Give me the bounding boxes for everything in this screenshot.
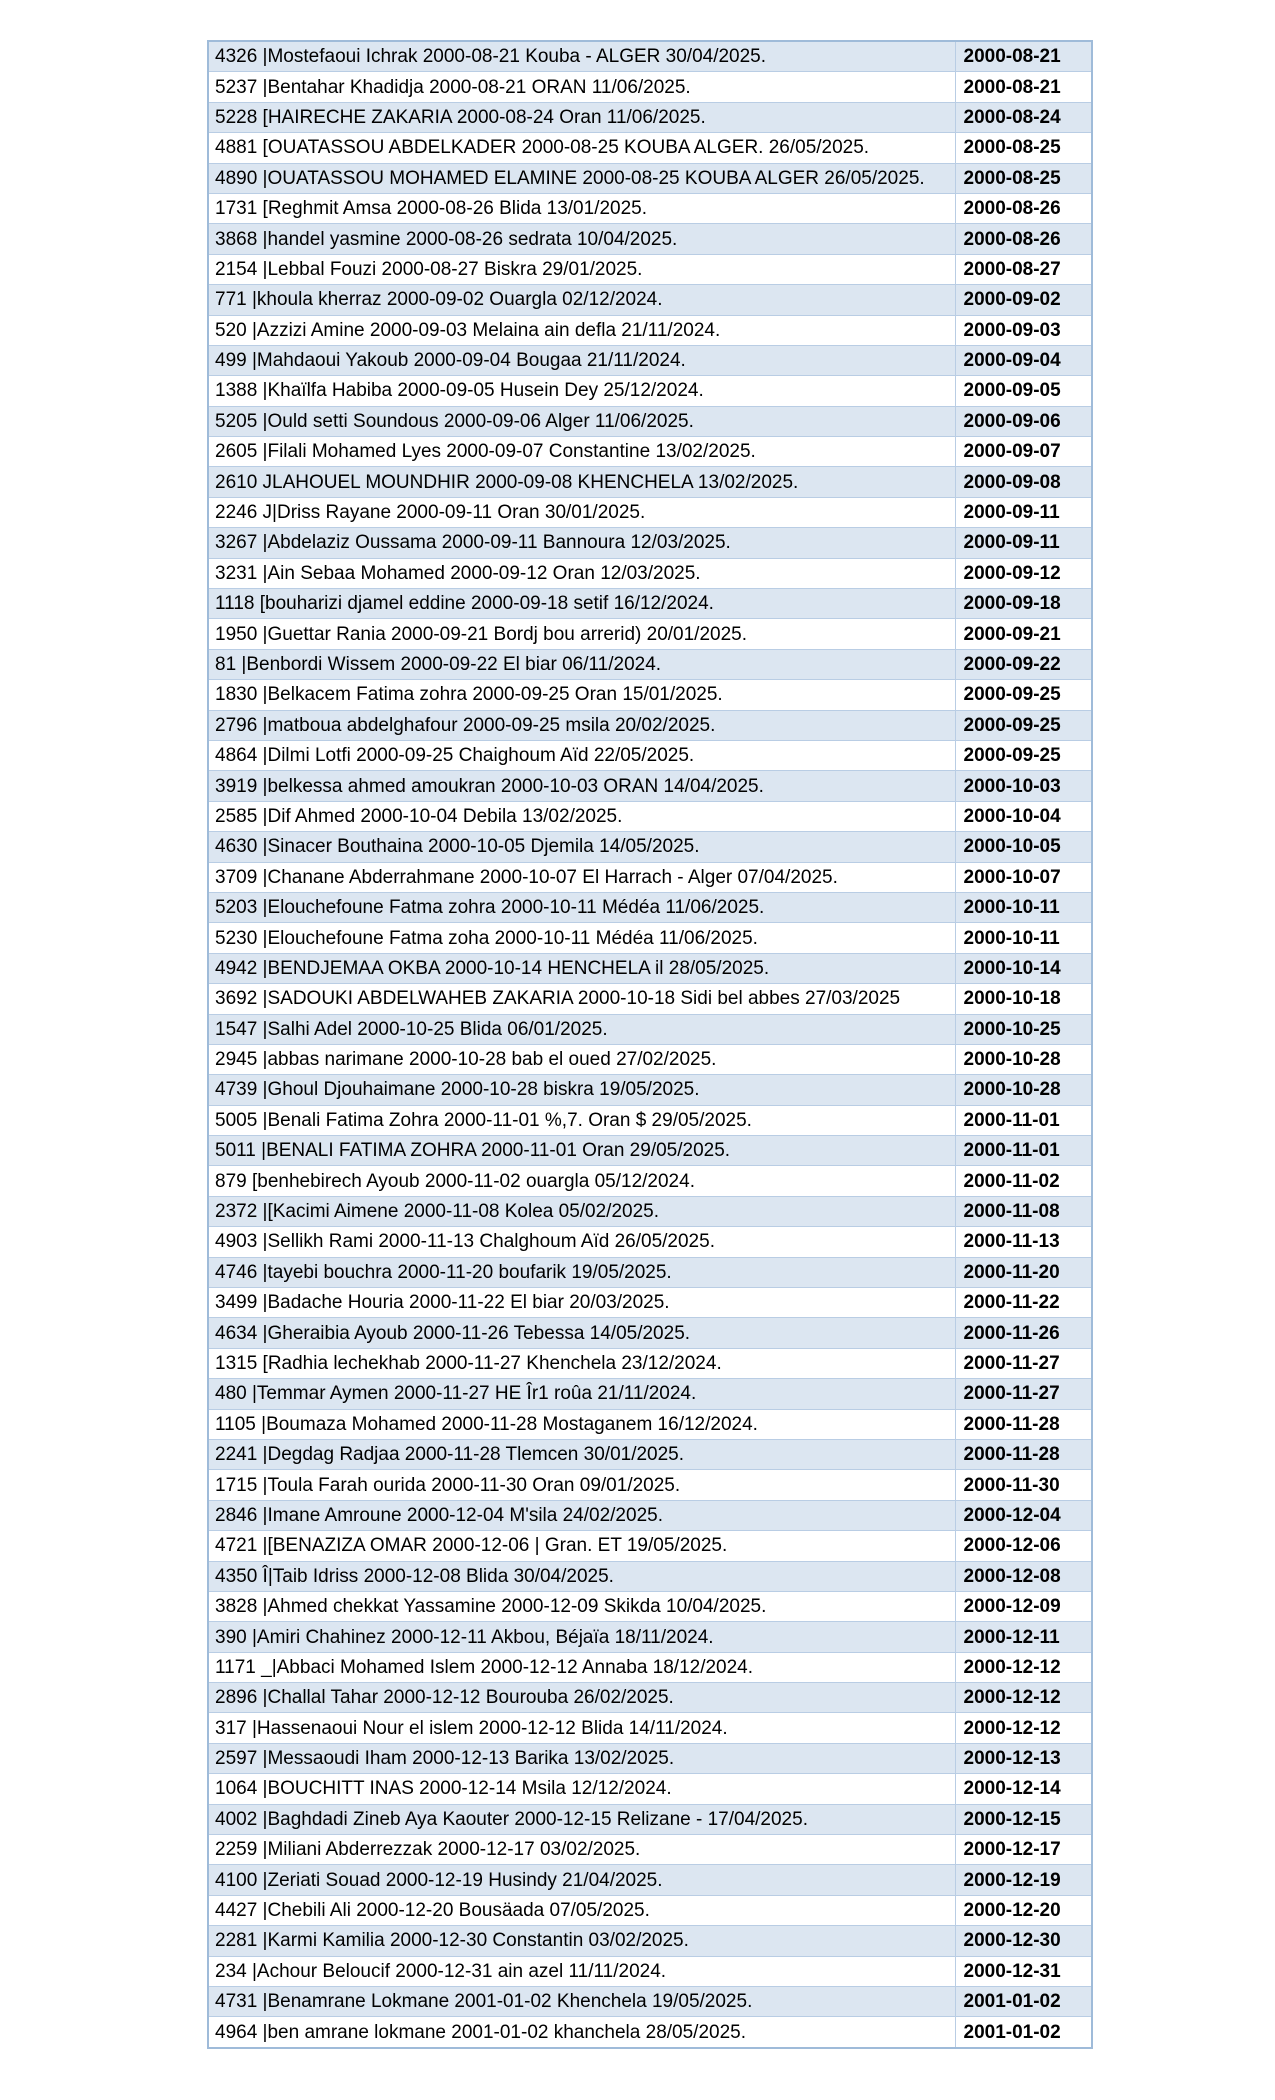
- record-date-cell: 2000-09-11: [955, 497, 1092, 527]
- table-row: [208, 1044, 1092, 1074]
- table-row: [208, 1956, 1092, 1986]
- table-row: [208, 2017, 1092, 2048]
- record-text-cell: 2246 J|Driss Rayane 2000-09-11 Oran 30/01/2025.: [208, 497, 955, 527]
- table-row: [208, 1561, 1092, 1591]
- table-row: [208, 1166, 1092, 1196]
- table-row: [208, 406, 1092, 436]
- table-row: [208, 1136, 1092, 1166]
- table-row: [208, 1622, 1092, 1652]
- record-date-cell: 2000-08-26: [955, 224, 1092, 254]
- table-row: [208, 1895, 1092, 1925]
- record-text-cell: 3267 |Abdelaziz Oussama 2000-09-11 Bannoura 12/03/2025.: [208, 528, 955, 558]
- table-row: [208, 254, 1092, 284]
- record-date-cell: 2000-11-28: [955, 1439, 1092, 1469]
- record-text-cell: 234 |Achour Beloucif 2000-12-31 ain azel 11/11/2024.: [208, 1956, 955, 1986]
- table-row: [208, 1105, 1092, 1135]
- table-row: [208, 1075, 1092, 1105]
- record-date-cell: 2000-10-28: [955, 1044, 1092, 1074]
- record-text-cell: 2846 |Imane Amroune 2000-12-04 M'sila 24/02/2025.: [208, 1500, 955, 1530]
- table-row: [208, 953, 1092, 983]
- table-row: [208, 1014, 1092, 1044]
- record-text-cell: 4721 |[BENAZIZA OMAR 2000-12-06 | Gran. ET 19/05/2025.: [208, 1531, 955, 1561]
- record-date-cell: 2000-12-17: [955, 1835, 1092, 1865]
- table-row: [208, 649, 1092, 679]
- record-date-cell: 2000-11-22: [955, 1288, 1092, 1318]
- record-date-cell: 2000-12-06: [955, 1531, 1092, 1561]
- table-row: [208, 832, 1092, 862]
- table-row: [208, 1470, 1092, 1500]
- record-text-cell: 5228 [HAIRECHE ZAKARIA 2000-08-24 Oran 11/06/2025.: [208, 102, 955, 132]
- record-text-cell: 3692 |SADOUKI ABDELWAHEB ZAKARIA 2000-10-18 Sidi bel abbes 27/03/2025: [208, 984, 955, 1014]
- table-row: [208, 102, 1092, 132]
- record-date-cell: 2000-12-11: [955, 1622, 1092, 1652]
- table-row: [208, 1318, 1092, 1348]
- record-text-cell: 317 |Hassenaoui Nour el islem 2000-12-12 Blida 14/11/2024.: [208, 1713, 955, 1743]
- record-text-cell: 3828 |Ahmed chekkat Yassamine 2000-12-09 Skikda 10/04/2025.: [208, 1591, 955, 1621]
- record-date-cell: 2000-09-06: [955, 406, 1092, 436]
- table-row: [208, 1683, 1092, 1713]
- record-text-cell: 4739 |Ghoul Djouhaimane 2000-10-28 biskra 19/05/2025.: [208, 1075, 955, 1105]
- record-text-cell: 4002 |Baghdadi Zineb Aya Kaouter 2000-12-15 Relizane - 17/04/2025.: [208, 1804, 955, 1834]
- record-text-cell: 4746 |tayebi bouchra 2000-11-20 boufarik 19/05/2025.: [208, 1257, 955, 1287]
- record-date-cell: 2000-09-05: [955, 376, 1092, 406]
- record-text-cell: 1715 |Toula Farah ourida 2000-11-30 Oran 09/01/2025.: [208, 1470, 955, 1500]
- record-text-cell: 480 |Temmar Aymen 2000-11-27 HE Îr1 roûa 21/11/2024.: [208, 1379, 955, 1409]
- record-text-cell: 2585 |Dif Ahmed 2000-10-04 Debila 13/02/2025.: [208, 801, 955, 831]
- record-date-cell: 2000-09-25: [955, 740, 1092, 770]
- record-date-cell: 2000-10-18: [955, 984, 1092, 1014]
- record-date-cell: 2000-12-15: [955, 1804, 1092, 1834]
- record-text-cell: 3868 |handel yasmine 2000-08-26 sedrata 10/04/2025.: [208, 224, 955, 254]
- record-date-cell: 2000-10-11: [955, 923, 1092, 953]
- table-row: [208, 376, 1092, 406]
- record-date-cell: 2000-12-12: [955, 1652, 1092, 1682]
- table-row: [208, 285, 1092, 315]
- record-date-cell: 2000-09-25: [955, 710, 1092, 740]
- record-text-cell: 3709 |Chanane Abderrahmane 2000-10-07 El Harrach - Alger 07/04/2025.: [208, 862, 955, 892]
- record-date-cell: 2000-12-31: [955, 1956, 1092, 1986]
- table-row: [208, 1288, 1092, 1318]
- table-row: [208, 892, 1092, 922]
- table-row: [208, 558, 1092, 588]
- table-row: [208, 680, 1092, 710]
- table-row: [208, 801, 1092, 831]
- table-row: [208, 1227, 1092, 1257]
- table-row: [208, 1591, 1092, 1621]
- table-row: [208, 467, 1092, 497]
- table-row: [208, 437, 1092, 467]
- record-date-cell: 2000-10-25: [955, 1014, 1092, 1044]
- record-date-cell: 2000-09-11: [955, 528, 1092, 558]
- table-row: [208, 862, 1092, 892]
- table-row: [208, 589, 1092, 619]
- table-row: [208, 1652, 1092, 1682]
- record-text-cell: 4864 |Dilmi Lotfi 2000-09-25 Chaighoum Aïd 22/05/2025.: [208, 740, 955, 770]
- record-date-cell: 2000-10-05: [955, 832, 1092, 862]
- table-row: [208, 771, 1092, 801]
- record-text-cell: 1118 [bouharizi djamel eddine 2000-09-18 setif 16/12/2024.: [208, 589, 955, 619]
- record-date-cell: 2000-11-01: [955, 1105, 1092, 1135]
- table-row: [208, 1743, 1092, 1773]
- record-date-cell: 2001-01-02: [955, 1987, 1092, 2017]
- table-row: [208, 1409, 1092, 1439]
- record-text-cell: 5005 |Benali Fatima Zohra 2000-11-01 %,7. Oran $ 29/05/2025.: [208, 1105, 955, 1135]
- record-date-cell: 2000-09-21: [955, 619, 1092, 649]
- records-table-body: [208, 41, 1092, 2048]
- table-row: [208, 619, 1092, 649]
- record-text-cell: 4350 Î|Taib Idriss 2000-12-08 Blida 30/04/2025.: [208, 1561, 955, 1591]
- record-date-cell: 2000-09-02: [955, 285, 1092, 315]
- record-text-cell: 5203 |Elouchefoune Fatma zohra 2000-10-11 Médéa 11/06/2025.: [208, 892, 955, 922]
- record-date-cell: 2000-11-20: [955, 1257, 1092, 1287]
- record-date-cell: 2000-09-07: [955, 437, 1092, 467]
- record-date-cell: 2000-12-09: [955, 1591, 1092, 1621]
- record-text-cell: 2241 |Degdag Radjaa 2000-11-28 Tlemcen 30/01/2025.: [208, 1439, 955, 1469]
- record-date-cell: 2000-12-04: [955, 1500, 1092, 1530]
- record-text-cell: 879 [benhebirech Ayoub 2000-11-02 ouargla 05/12/2024.: [208, 1166, 955, 1196]
- table-row: [208, 1348, 1092, 1378]
- record-date-cell: 2000-11-13: [955, 1227, 1092, 1257]
- record-text-cell: 520 |Azzizi Amine 2000-09-03 Melaina ain defla 21/11/2024.: [208, 315, 955, 345]
- table-row: [208, 1835, 1092, 1865]
- table-row: [208, 1926, 1092, 1956]
- table-row: [208, 193, 1092, 223]
- record-text-cell: 4964 |ben amrane lokmane 2001-01-02 khanchela 28/05/2025.: [208, 2017, 955, 2048]
- record-text-cell: 1950 |Guettar Rania 2000-09-21 Bordj bou arrerid) 20/01/2025.: [208, 619, 955, 649]
- record-date-cell: 2000-09-22: [955, 649, 1092, 679]
- record-date-cell: 2000-11-27: [955, 1348, 1092, 1378]
- record-date-cell: 2000-08-24: [955, 102, 1092, 132]
- record-text-cell: 4942 |BENDJEMAA OKBA 2000-10-14 HENCHELA il 28/05/2025.: [208, 953, 955, 983]
- record-date-cell: 2000-12-20: [955, 1895, 1092, 1925]
- record-text-cell: 81 |Benbordi Wissem 2000-09-22 El biar 06/11/2024.: [208, 649, 955, 679]
- table-row: [208, 1531, 1092, 1561]
- table-row: [208, 923, 1092, 953]
- record-text-cell: 1105 |Boumaza Mohamed 2000-11-28 Mostaganem 16/12/2024.: [208, 1409, 955, 1439]
- record-text-cell: 1547 |Salhi Adel 2000-10-25 Blida 06/01/2025.: [208, 1014, 955, 1044]
- record-text-cell: 2610 JLAHOUEL MOUNDHIR 2000-09-08 KHENCHELA 13/02/2025.: [208, 467, 955, 497]
- record-text-cell: 2281 |Karmi Kamilia 2000-12-30 Constantin 03/02/2025.: [208, 1926, 955, 1956]
- record-date-cell: 2000-12-13: [955, 1743, 1092, 1773]
- record-text-cell: 4881 [OUATASSOU ABDELKADER 2000-08-25 KOUBA ALGER. 26/05/2025.: [208, 133, 955, 163]
- record-date-cell: 2000-12-12: [955, 1683, 1092, 1713]
- record-date-cell: 2000-11-28: [955, 1409, 1092, 1439]
- records-table: [207, 40, 1093, 2049]
- record-text-cell: 3919 |belkessa ahmed amoukran 2000-10-03 ORAN 14/04/2025.: [208, 771, 955, 801]
- record-date-cell: 2000-09-12: [955, 558, 1092, 588]
- table-row: [208, 1257, 1092, 1287]
- record-text-cell: 5230 |Elouchefoune Fatma zoha 2000-10-11 Médéa 11/06/2025.: [208, 923, 955, 953]
- record-date-cell: 2001-01-02: [955, 2017, 1092, 2048]
- record-text-cell: 5205 |Ould setti Soundous 2000-09-06 Alger 11/06/2025.: [208, 406, 955, 436]
- record-text-cell: 4100 |Zeriati Souad 2000-12-19 Husindy 21/04/2025.: [208, 1865, 955, 1895]
- record-date-cell: 2000-11-08: [955, 1196, 1092, 1226]
- record-text-cell: 4630 |Sinacer Bouthaina 2000-10-05 Djemila 14/05/2025.: [208, 832, 955, 862]
- table-row: [208, 41, 1092, 72]
- record-date-cell: 2000-08-26: [955, 193, 1092, 223]
- record-text-cell: 2597 |Messaoudi Iham 2000-12-13 Barika 13/02/2025.: [208, 1743, 955, 1773]
- record-date-cell: 2000-10-28: [955, 1075, 1092, 1105]
- record-date-cell: 2000-09-03: [955, 315, 1092, 345]
- table-row: [208, 497, 1092, 527]
- record-date-cell: 2000-09-08: [955, 467, 1092, 497]
- record-date-cell: 2000-12-08: [955, 1561, 1092, 1591]
- record-date-cell: 2000-09-25: [955, 680, 1092, 710]
- record-text-cell: 3499 |Badache Houria 2000-11-22 El biar 20/03/2025.: [208, 1288, 955, 1318]
- table-row: [208, 315, 1092, 345]
- record-date-cell: 2000-10-07: [955, 862, 1092, 892]
- table-row: [208, 1500, 1092, 1530]
- table-row: [208, 72, 1092, 102]
- table-row: [208, 1774, 1092, 1804]
- record-text-cell: 4634 |Gheraibia Ayoub 2000-11-26 Tebessa 14/05/2025.: [208, 1318, 955, 1348]
- record-date-cell: 2000-10-14: [955, 953, 1092, 983]
- record-text-cell: 4326 |Mostefaoui Ichrak 2000-08-21 Kouba - ALGER 30/04/2025.: [208, 41, 955, 72]
- record-text-cell: 2154 |Lebbal Fouzi 2000-08-27 Biskra 29/01/2025.: [208, 254, 955, 284]
- record-date-cell: 2000-08-21: [955, 72, 1092, 102]
- record-text-cell: 390 |Amiri Chahinez 2000-12-11 Akbou, Béjaïa 18/11/2024.: [208, 1622, 955, 1652]
- record-text-cell: 2945 |abbas narimane 2000-10-28 bab el oued 27/02/2025.: [208, 1044, 955, 1074]
- record-date-cell: 2000-08-21: [955, 41, 1092, 72]
- record-text-cell: 1315 [Radhia lechekhab 2000-11-27 Khenchela 23/12/2024.: [208, 1348, 955, 1378]
- record-text-cell: 4890 |OUATASSOU MOHAMED ELAMINE 2000-08-25 KOUBA ALGER 26/05/2025.: [208, 163, 955, 193]
- table-row: [208, 1439, 1092, 1469]
- record-date-cell: 2000-08-25: [955, 133, 1092, 163]
- record-text-cell: 5237 |Bentahar Khadidja 2000-08-21 ORAN 11/06/2025.: [208, 72, 955, 102]
- record-text-cell: 2796 |matboua abdelghafour 2000-09-25 msila 20/02/2025.: [208, 710, 955, 740]
- record-text-cell: 1171 _|Abbaci Mohamed Islem 2000-12-12 Annaba 18/12/2024.: [208, 1652, 955, 1682]
- record-date-cell: 2000-12-30: [955, 1926, 1092, 1956]
- table-row: [208, 133, 1092, 163]
- table-row: [208, 163, 1092, 193]
- record-date-cell: 2000-11-02: [955, 1166, 1092, 1196]
- record-date-cell: 2000-11-26: [955, 1318, 1092, 1348]
- record-text-cell: 4903 |Sellikh Rami 2000-11-13 Chalghoum Aïd 26/05/2025.: [208, 1227, 955, 1257]
- record-text-cell: 1731 [Reghmit Amsa 2000-08-26 Blida 13/01/2025.: [208, 193, 955, 223]
- record-date-cell: 2000-08-25: [955, 163, 1092, 193]
- record-date-cell: 2000-12-14: [955, 1774, 1092, 1804]
- record-text-cell: 3231 |Ain Sebaa Mohamed 2000-09-12 Oran 12/03/2025.: [208, 558, 955, 588]
- table-row: [208, 1196, 1092, 1226]
- record-text-cell: 4731 |Benamrane Lokmane 2001-01-02 Khenchela 19/05/2025.: [208, 1987, 955, 2017]
- record-text-cell: 4427 |Chebili Ali 2000-12-20 Bousäada 07/05/2025.: [208, 1895, 955, 1925]
- record-text-cell: 2372 |[Kacimi Aimene 2000-11-08 Kolea 05/02/2025.: [208, 1196, 955, 1226]
- record-text-cell: 5011 |BENALI FATIMA ZOHRA 2000-11-01 Oran 29/05/2025.: [208, 1136, 955, 1166]
- record-date-cell: 2000-08-27: [955, 254, 1092, 284]
- record-text-cell: 1388 |Khaïlfa Habiba 2000-09-05 Husein Dey 25/12/2024.: [208, 376, 955, 406]
- table-row: [208, 345, 1092, 375]
- record-date-cell: 2000-10-03: [955, 771, 1092, 801]
- record-text-cell: 1064 |BOUCHITT INAS 2000-12-14 Msila 12/12/2024.: [208, 1774, 955, 1804]
- table-row: [208, 1379, 1092, 1409]
- record-text-cell: 2259 |Miliani Abderrezzak 2000-12-17 03/02/2025.: [208, 1835, 955, 1865]
- record-date-cell: 2000-11-01: [955, 1136, 1092, 1166]
- record-date-cell: 2000-11-30: [955, 1470, 1092, 1500]
- record-text-cell: 1830 |Belkacem Fatima zohra 2000-09-25 Oran 15/01/2025.: [208, 680, 955, 710]
- record-date-cell: 2000-09-18: [955, 589, 1092, 619]
- record-text-cell: 499 |Mahdaoui Yakoub 2000-09-04 Bougaa 21/11/2024.: [208, 345, 955, 375]
- table-row: [208, 528, 1092, 558]
- record-date-cell: 2000-11-27: [955, 1379, 1092, 1409]
- record-text-cell: 2896 |Challal Tahar 2000-12-12 Bourouba 26/02/2025.: [208, 1683, 955, 1713]
- table-row: [208, 1987, 1092, 2017]
- table-row: [208, 984, 1092, 1014]
- record-date-cell: 2000-12-19: [955, 1865, 1092, 1895]
- record-text-cell: 771 |khoula kherraz 2000-09-02 Ouargla 02/12/2024.: [208, 285, 955, 315]
- table-row: [208, 224, 1092, 254]
- table-row: [208, 710, 1092, 740]
- table-row: [208, 1804, 1092, 1834]
- table-row: [208, 1865, 1092, 1895]
- record-date-cell: 2000-09-04: [955, 345, 1092, 375]
- record-date-cell: 2000-10-04: [955, 801, 1092, 831]
- record-text-cell: 2605 |Filali Mohamed Lyes 2000-09-07 Constantine 13/02/2025.: [208, 437, 955, 467]
- table-row: [208, 1713, 1092, 1743]
- record-date-cell: 2000-12-12: [955, 1713, 1092, 1743]
- table-row: [208, 740, 1092, 770]
- record-date-cell: 2000-10-11: [955, 892, 1092, 922]
